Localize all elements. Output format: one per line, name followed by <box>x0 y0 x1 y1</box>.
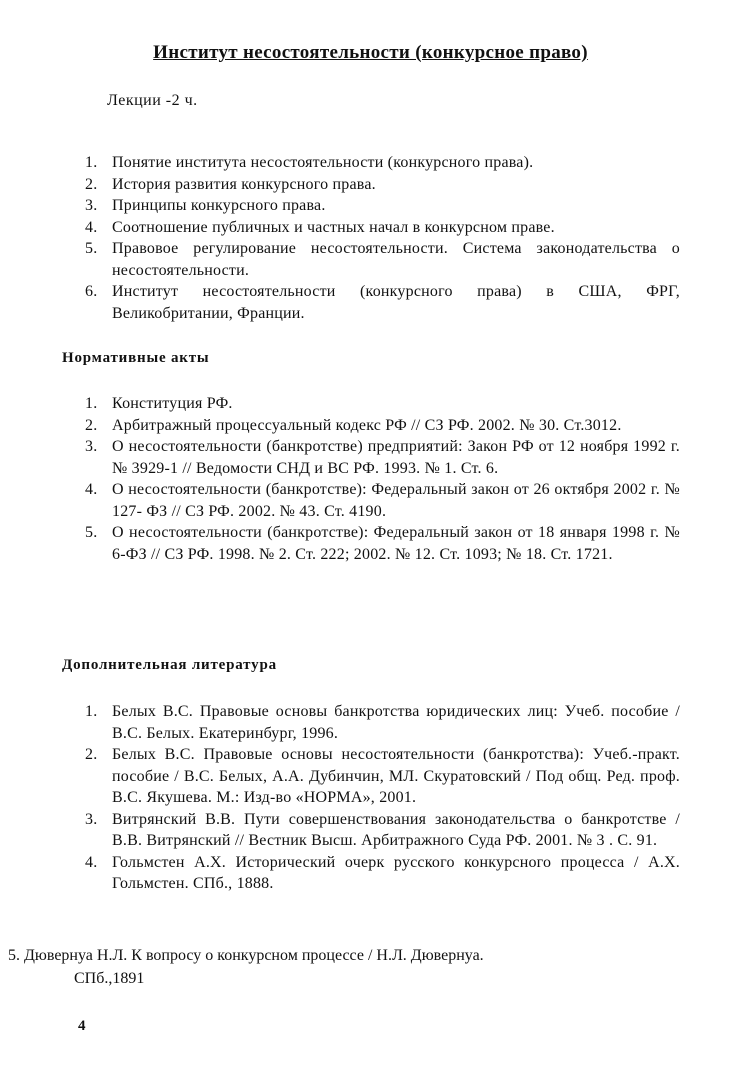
normative-acts-heading: Нормативные акты <box>62 350 210 366</box>
literature-item <box>85 852 680 895</box>
topic-item <box>85 217 680 239</box>
normative-act-item-text: Конституция РФ. <box>112 395 233 412</box>
topic-item-text: Понятие института несостоятельности (конкурсного права). <box>112 154 534 171</box>
topic-item-number: 5. <box>85 240 98 257</box>
topic-item <box>85 152 680 174</box>
topics-list <box>85 152 680 324</box>
literature-item-5-line2: СПб.,1891 <box>74 970 145 987</box>
literature-item-number: 2. <box>85 746 98 763</box>
topic-item-number: 6. <box>85 283 98 300</box>
document-title: Институт несостоятельности (конкурсное право) <box>153 42 588 63</box>
literature-item-text: Витрянский В.В. Пути совершенствования законодательства о банкротстве / В.В. Витрянский // Вестник Высш. Арбитражного Суда РФ. 2001. № 3 . С. 91. <box>112 810 680 849</box>
normative-act-item <box>85 522 680 565</box>
lectures-hours: Лекции -2 ч. <box>107 92 198 109</box>
topic-item-number: 4. <box>85 218 98 236</box>
literature-heading: Дополнительная литература <box>62 657 277 673</box>
literature-item-number: 4. <box>85 853 98 871</box>
literature-item-5 <box>8 944 484 990</box>
normative-act-item <box>85 436 680 479</box>
topic-item-number: 1. <box>85 154 98 171</box>
topic-item-text: Соотношение публичных и частных начал в конкурсном праве. <box>112 218 555 236</box>
normative-act-item-number: 1. <box>85 395 98 412</box>
literature-item-5-line1: 5. Дювернуа Н.Л. К вопросу о конкурсном процессе / Н.Л. Дювернуа. <box>8 947 484 964</box>
literature-item <box>85 809 680 852</box>
topic-item-text: Правовое регулирование несостоятельности. Система законодательства о несостоятельности. <box>112 240 680 279</box>
topic-item <box>85 195 680 217</box>
normative-act-item-number: 5. <box>85 524 98 541</box>
normative-act-item <box>85 415 680 437</box>
literature-item-number: 3. <box>85 810 98 828</box>
topic-item <box>85 174 680 196</box>
literature-item-text: Белых В.С. Правовые основы банкротства юридических лиц: Учеб. пособие / В.С. Белых. Екатеринбург, 1996. <box>112 703 680 742</box>
topic-item <box>85 238 680 281</box>
normative-act-item-text: О несостоятельности (банкротстве): Федеральный закон от 26 октября 2002 г. № 127- ФЗ // СЗ РФ. 2002. № 43. Ст. 4190. <box>112 481 680 520</box>
literature-item-text: Белых В.С. Правовые основы несостоятельности (банкротства): Учеб.-практ. пособие / В.С. Белых, А.А. Дубинчин, МЛ. Скуратовский / Под общ. Ред. проф. В.С. Якушева. М.: Изд-во «НОРМА», 2001. <box>112 746 680 806</box>
literature-item-text: Гольмстен А.Х. Исторический очерк русского конкурсного процесса / А.Х. Гольмстен. СПб., 1888. <box>112 853 680 892</box>
normative-act-item-text: Арбитражный процессуальный кодекс РФ // СЗ РФ. 2002. № 30. Ст.3012. <box>112 416 622 434</box>
literature-item <box>85 744 680 809</box>
normative-act-item <box>85 393 680 415</box>
normative-act-item-number: 2. <box>85 416 98 434</box>
literature-item-number: 1. <box>85 703 98 720</box>
topic-item-number: 2. <box>85 175 98 193</box>
normative-acts-list <box>85 393 680 565</box>
normative-act-item-text: О несостоятельности (банкротстве) предприятий: Закон РФ от 12 ноября 1992 г. № 3929-1 // Ведомости СНД и ВС РФ. 1993. № 1. Ст. 6. <box>112 438 680 477</box>
topic-item-text: Принципы конкурсного права. <box>112 197 326 214</box>
normative-act-item-number: 3. <box>85 438 98 455</box>
topic-item-text: Институт несостоятельности (конкурсного права) в США, ФРГ, Великобритании, Франции. <box>112 283 680 322</box>
topic-item-text: История развития конкурсного права. <box>112 175 376 193</box>
normative-act-item-text: О несостоятельности (банкротстве): Федеральный закон от 18 января 1998 г. № 6-ФЗ // СЗ РФ. 1998. № 2. Ст. 222; 2002. № 12. Ст. 1093; № 18. Ст. 1721. <box>112 524 680 563</box>
literature-item <box>85 701 680 744</box>
page-number: 4 <box>78 1018 86 1034</box>
topic-item <box>85 281 680 324</box>
topic-item-number: 3. <box>85 197 98 214</box>
literature-list <box>85 701 680 895</box>
normative-act-item-number: 4. <box>85 481 98 498</box>
normative-act-item <box>85 479 680 522</box>
